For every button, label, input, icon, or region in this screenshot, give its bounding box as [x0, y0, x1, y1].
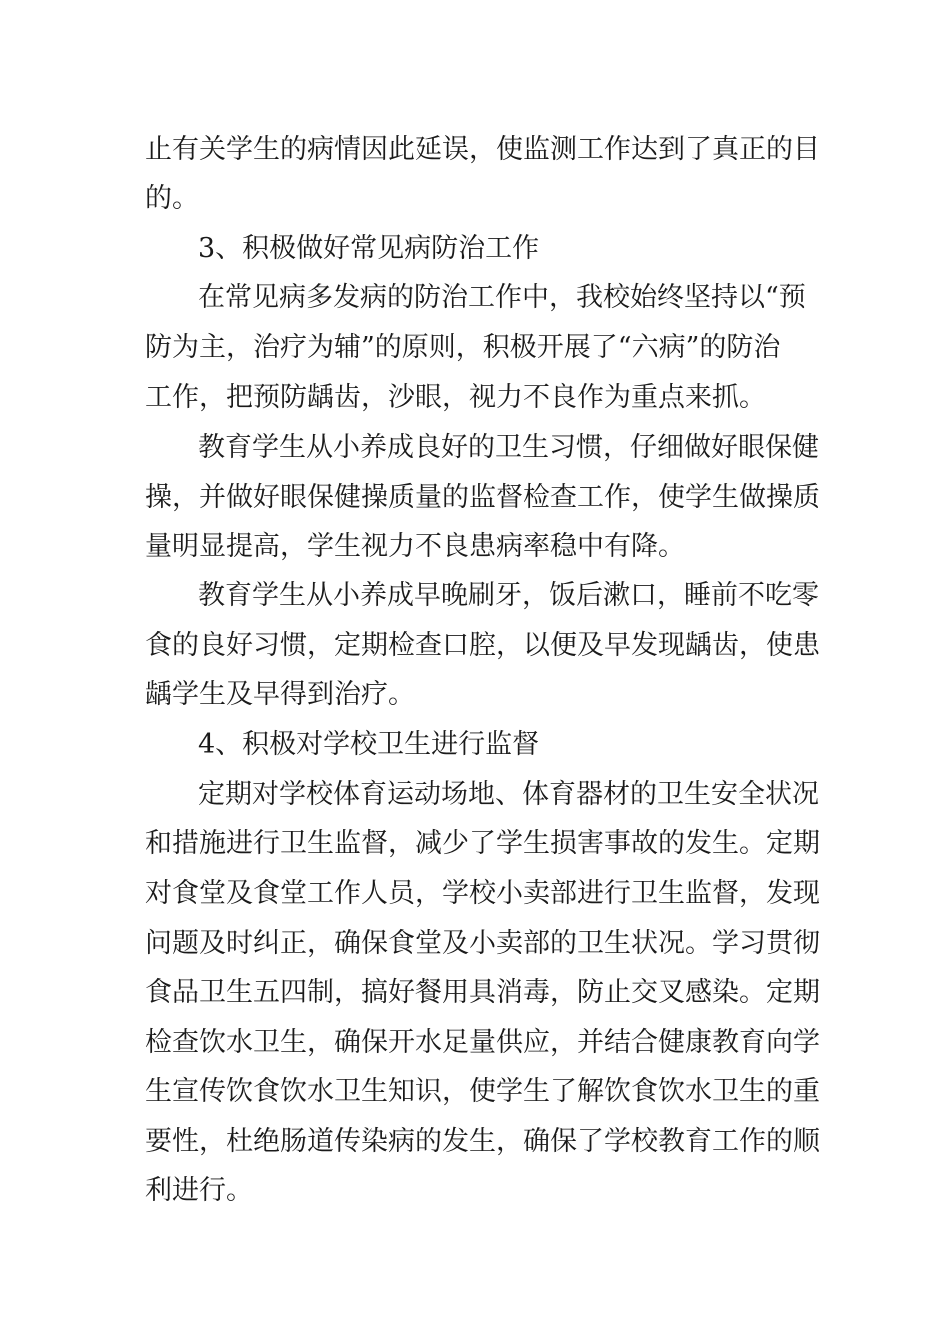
- text-line: 食的良好习惯，定期检查口腔，以便及早发现龋齿，使患: [145, 630, 820, 661]
- text-line: 定期对学校体育运动场地、体育器材的卫生安全状况: [198, 779, 819, 810]
- text-line: 教育学生从小养成早晚刷牙，饭后漱口，睡前不吃零: [198, 580, 819, 611]
- section-heading: 4、积极对学校卫生进行监督: [198, 729, 540, 760]
- text-line: 龋学生及早得到治疗。: [145, 679, 415, 710]
- text-line: 生宣传饮食饮水卫生知识，使学生了解饮食饮水卫生的重: [145, 1076, 820, 1107]
- text-line: 食品卫生五四制，搞好餐用具消毒，防止交叉感染。定期: [145, 977, 820, 1008]
- section-heading: 3、积极做好常见病防治工作: [198, 233, 540, 264]
- text-line: 在常见病多发病的防治工作中，我校始终坚持以“预: [198, 282, 806, 313]
- text-line: 操，并做好眼保健操质量的监督检查工作，使学生做操质: [145, 482, 820, 513]
- text-line: 利进行。: [145, 1175, 253, 1206]
- text-line: 量明显提高，学生视力不良患病率稳中有降。: [145, 531, 685, 562]
- text-line: 检查饮水卫生，确保开水足量供应，并结合健康教育向学: [145, 1027, 820, 1058]
- text-line: 要性，杜绝肠道传染病的发生，确保了学校教育工作的顺: [145, 1126, 820, 1157]
- text-line: 防为主，治疗为辅”的原则，积极开展了“六病”的防治: [145, 332, 781, 363]
- text-line: 问题及时纠正，确保食堂及小卖部的卫生状况。学习贯彻: [145, 928, 820, 959]
- text-line: 工作，把预防龋齿，沙眼，视力不良作为重点来抓。: [145, 382, 766, 413]
- text-line: 教育学生从小养成良好的卫生习惯，仔细做好眼保健: [198, 432, 819, 463]
- text-line: 和措施进行卫生监督，减少了学生损害事故的发生。定期: [145, 828, 820, 859]
- text-line: 的。: [145, 183, 199, 214]
- text-line: 对食堂及食堂工作人员，学校小卖部进行卫生监督，发现: [145, 878, 820, 909]
- text-line: 止有关学生的病情因此延误，使监测工作达到了真正的目: [145, 134, 820, 165]
